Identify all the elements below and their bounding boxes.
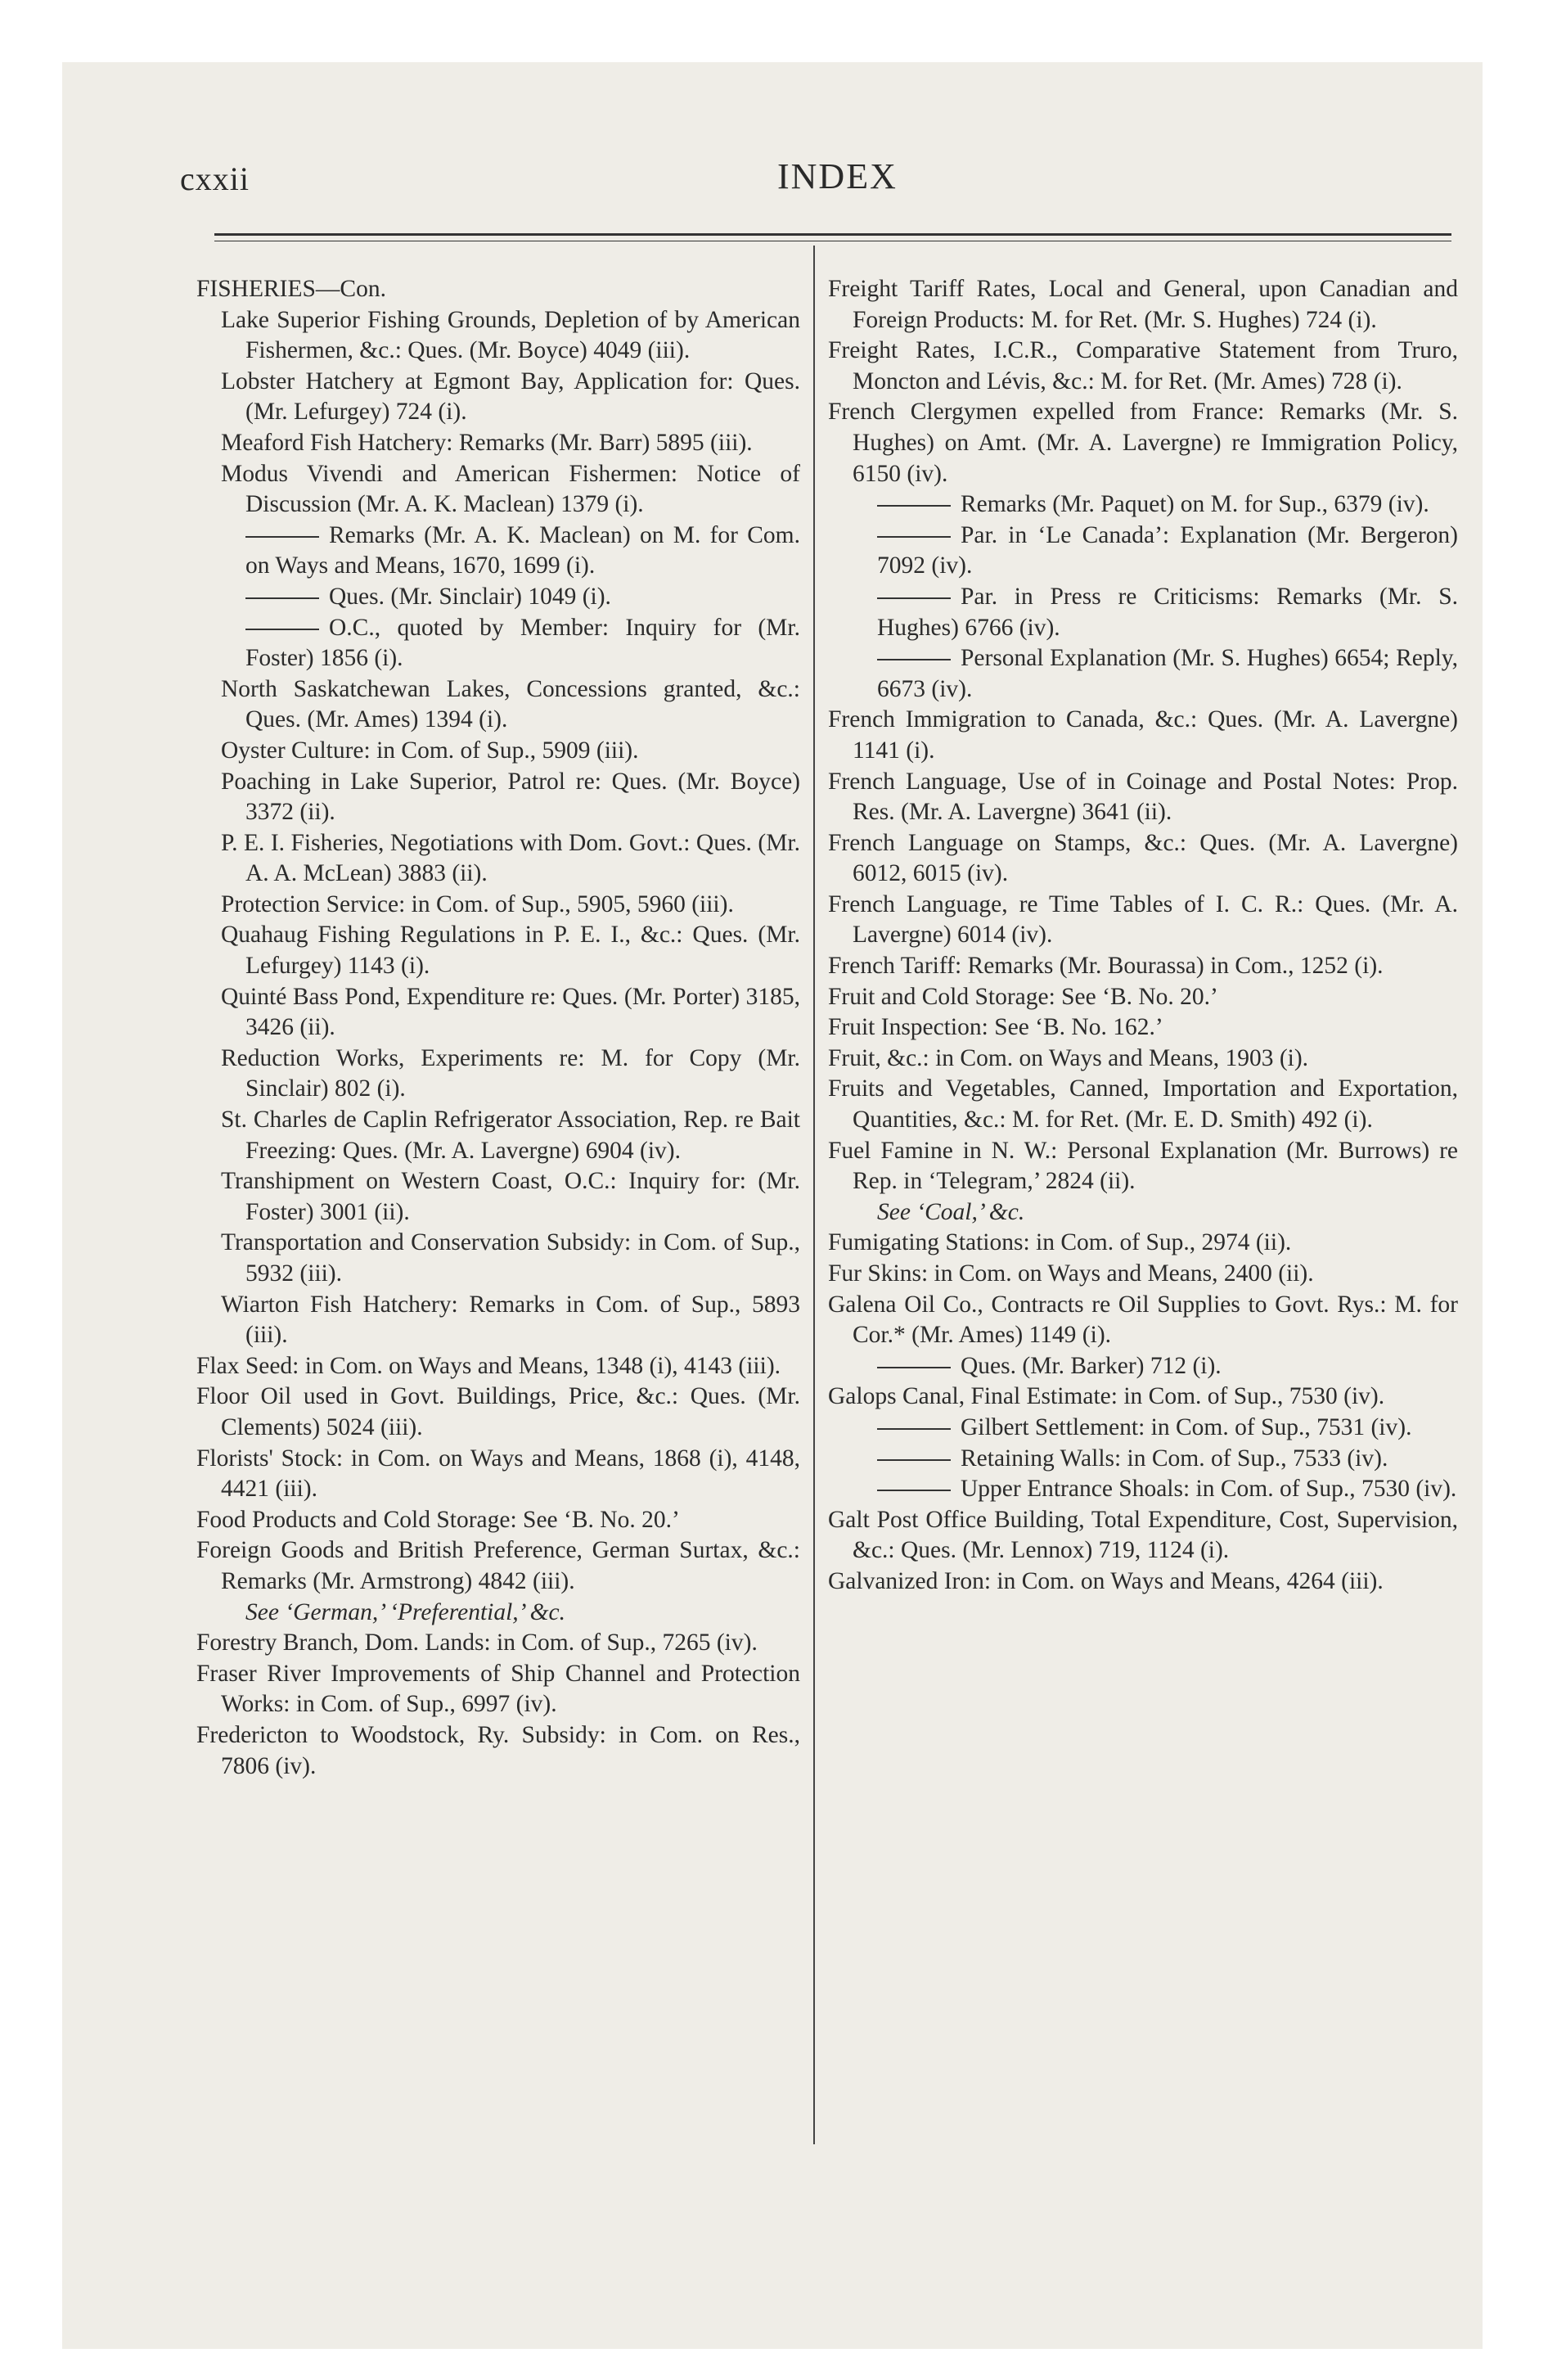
index-entry: [196, 367, 800, 428]
index-entry: [196, 982, 800, 1044]
page-number: cxxii: [180, 160, 250, 197]
entry-text: See ‘Coal,’ &c.: [877, 1198, 1025, 1225]
entry-text: Ques. (Mr. Barker) 712 (i).: [961, 1352, 1222, 1379]
entry-text: Galt Post Office Building, Total Expenditure, Cost, Supervision, &c.: Ques. (Mr. Lennox) 719, 1124 (i).: [828, 1506, 1458, 1564]
index-subentry: [196, 521, 800, 582]
entry-text: Freight Rates, I.C.R., Comparative Statement from Truro, Moncton and Lévis, &c.: M. for Ret. (Mr. Ames) 728 (i).: [828, 337, 1458, 394]
index-entry: [828, 890, 1458, 951]
index-subentry: [828, 521, 1458, 582]
ditto-dash: [245, 597, 319, 599]
index-subentry: [828, 1444, 1458, 1475]
entry-text: FISHERIES—Con.: [196, 276, 386, 302]
running-head: INDEX: [777, 156, 898, 196]
entry-text: Florists' Stock: in Com. on Ways and Means, 1868 (i), 4148, 4421 (iii).: [196, 1445, 800, 1503]
entry-text: Transhipment on Western Coast, O.C.: Inquiry for: (Mr. Foster) 3001 (ii).: [221, 1168, 800, 1225]
index-entry: [196, 1166, 800, 1228]
ditto-dash: [245, 536, 319, 538]
entry-text: Fruit, &c.: in Com. on Ways and Means, 1903 (i).: [828, 1044, 1309, 1071]
entry-text: Meaford Fish Hatchery: Remarks (Mr. Barr) 5895 (iii).: [221, 429, 753, 456]
index-entry: [828, 336, 1458, 397]
see-reference: [196, 1598, 800, 1629]
entry-text: Fruits and Vegetables, Canned, Importation and Exportation, Quantities, &c.: M. for Ret. (Mr. E. D. Smith) 492 (i).: [828, 1075, 1458, 1134]
entry-text: Fur Skins: in Com. on Ways and Means, 2400 (ii).: [828, 1260, 1314, 1287]
entry-text: Transportation and Conservation Subsidy: in Com. of Sup., 5932 (iii).: [221, 1229, 800, 1287]
right-column: [828, 274, 1458, 1598]
entry-text: Oyster Culture: in Com. of Sup., 5909 (iii).: [221, 737, 639, 764]
left-column: [196, 274, 800, 1782]
entry-text: Wiarton Fish Hatchery: Remarks in Com. of Sup., 5893 (iii).: [221, 1291, 800, 1349]
index-entry: [196, 1720, 800, 1782]
index-entry: [828, 767, 1458, 828]
index-entry: [828, 1259, 1458, 1290]
entry-text: Forestry Branch, Dom. Lands: in Com. of Sup., 7265 (iv).: [196, 1629, 758, 1657]
section-heading: [196, 274, 800, 305]
entry-text: Lobster Hatchery at Egmont Bay, Application for: Ques. (Mr. Lefurgey) 724 (i).: [221, 367, 800, 426]
index-entry: [196, 674, 800, 736]
entry-text: Fuel Famine in N. W.: Personal Explanation (Mr. Burrows) re Rep. in ‘Telegram,’ 2824 (ii).: [828, 1137, 1458, 1195]
index-entry: [196, 1628, 800, 1659]
entry-text: North Saskatchewan Lakes, Concessions granted, &c.: Ques. (Mr. Ames) 1394 (i).: [221, 675, 800, 733]
entry-text: Par. in ‘Le Canada’: Explanation (Mr. Bergeron) 7092 (iv).: [877, 521, 1458, 579]
index-subentry: [828, 643, 1458, 705]
entry-text: Freight Tariff Rates, Local and General, upon Canadian and Foreign Products: M. for Ret. (Mr. S. Hughes) 724 (i).: [828, 276, 1458, 333]
entry-text: Flax Seed: in Com. on Ways and Means, 1348 (i), 4143 (iii).: [196, 1352, 781, 1379]
entry-text: Food Products and Cold Storage: See ‘B. No. 20.’: [196, 1506, 680, 1533]
index-entry: [828, 1228, 1458, 1259]
see-reference: [828, 1197, 1458, 1228]
index-subentry: [828, 582, 1458, 643]
index-entry: [196, 767, 800, 828]
entry-text: Quahaug Fishing Regulations in P. E. I., &c.: Ques. (Mr. Lefurgey) 1143 (i).: [221, 922, 800, 980]
index-subentry: [196, 613, 800, 674]
entry-text: Remarks (Mr. Paquet) on M. for Sup., 6379 (iv).: [961, 491, 1429, 518]
entry-text: Par. in Press re Criticisms: Remarks (Mr. S. Hughes) 6766 (iv).: [877, 583, 1458, 641]
entry-text: See ‘German,’ ‘Preferential,’ &c.: [245, 1598, 566, 1625]
index-entry: [828, 982, 1458, 1013]
entry-text: Remarks (Mr. A. K. Maclean) on M. for Com. on Ways and Means, 1670, 1699 (i).: [245, 521, 800, 579]
index-entry: [828, 1505, 1458, 1566]
ditto-dash: [877, 659, 951, 660]
index-entry: [196, 890, 800, 921]
index-subentry: [828, 1351, 1458, 1382]
index-entry: [196, 1659, 800, 1720]
ditto-dash: [877, 1428, 951, 1430]
index-entry: [196, 920, 800, 981]
entry-text: Galena Oil Co., Contracts re Oil Supplies to Govt. Rys.: M. for Cor.* (Mr. Ames) 1149 (i).: [828, 1291, 1458, 1349]
entry-text: Upper Entrance Shoals: in Com. of Sup., 7530 (iv).: [961, 1476, 1457, 1503]
index-entry: [828, 1566, 1458, 1598]
index-subentry: [828, 489, 1458, 521]
index-entry: [196, 459, 800, 521]
entry-text: St. Charles de Caplin Refrigerator Association, Rep. re Bait Freezing: Ques. (Mr. A. Lavergne) 6904 (iv).: [221, 1107, 800, 1164]
index-subentry: [828, 1474, 1458, 1505]
index-entry: [196, 1351, 800, 1382]
index-entry: [828, 1290, 1458, 1351]
ditto-dash: [877, 1490, 951, 1491]
ditto-dash: [877, 536, 951, 538]
entry-text: Retaining Walls: in Com. of Sup., 7533 (iv).: [961, 1445, 1388, 1472]
index-entry: [196, 1382, 800, 1443]
entry-text: Fumigating Stations: in Com. of Sup., 2974 (ii).: [828, 1229, 1292, 1256]
entry-text: French Tariff: Remarks (Mr. Bourassa) in Com., 1252 (i).: [828, 953, 1384, 980]
entry-text: Floor Oil used in Govt. Buildings, Price, &c.: Ques. (Mr. Clements) 5024 (iii).: [196, 1383, 800, 1440]
entry-text: French Immigration to Canada, &c.: Ques. (Mr. A. Lavergne) 1141 (i).: [828, 706, 1458, 764]
index-subentry: [196, 582, 800, 613]
index-entry: [828, 274, 1458, 336]
entry-text: Foreign Goods and British Preference, German Surtax, &c.: Remarks (Mr. Armstrong) 4842 (iii).: [196, 1537, 800, 1594]
index-entry: [828, 705, 1458, 766]
index-entry: [828, 828, 1458, 890]
entry-text: Modus Vivendi and American Fishermen: Notice of Discussion (Mr. A. K. Maclean) 1379 (i).: [221, 460, 800, 518]
index-entry: [196, 736, 800, 767]
entry-text: Fredericton to Woodstock, Ry. Subsidy: in Com. on Res., 7806 (iv).: [196, 1721, 800, 1779]
index-entry: [196, 1044, 800, 1105]
entry-text: French Clergymen expelled from France: Remarks (Mr. S. Hughes) on Amt. (Mr. A. Lavergne) re Immigration Policy, 6150 (iv).: [828, 399, 1458, 487]
entry-text: Fruit Inspection: See ‘B. No. 162.’: [828, 1014, 1163, 1041]
index-subentry: [828, 1413, 1458, 1444]
index-entry: [196, 828, 800, 890]
entry-text: Reduction Works, Experiments re: M. for Copy (Mr. Sinclair) 802 (i).: [221, 1044, 800, 1102]
entry-text: Poaching in Lake Superior, Patrol re: Ques. (Mr. Boyce) 3372 (ii).: [221, 768, 800, 826]
entry-text: French Language, Use of in Coinage and Postal Notes: Prop. Res. (Mr. A. Lavergne) 3641 (ii).: [828, 768, 1458, 826]
entry-text: Gilbert Settlement: in Com. of Sup., 7531 (iv).: [961, 1413, 1412, 1440]
header-rule: [214, 233, 1451, 236]
entry-text: Fraser River Improvements of Ship Channel and Protection Works: in Com. of Sup., 6997 (iv).: [196, 1660, 800, 1718]
entry-text: Quinté Bass Pond, Expenditure re: Ques. (Mr. Porter) 3185, 3426 (ii).: [221, 983, 800, 1041]
entry-text: Galops Canal, Final Estimate: in Com. of Sup., 7530 (iv).: [828, 1383, 1385, 1410]
index-entry: [196, 1444, 800, 1505]
entry-text: Personal Explanation (Mr. S. Hughes) 6654; Reply, 6673 (iv).: [877, 645, 1458, 702]
entry-text: French Language on Stamps, &c.: Ques. (Mr. A. Lavergne) 6012, 6015 (iv).: [828, 829, 1458, 887]
entry-text: Protection Service: in Com. of Sup., 5905, 5960 (iii).: [221, 890, 734, 917]
entry-text: Fruit and Cold Storage: See ‘B. No. 20.’: [828, 983, 1218, 1010]
index-entry: [196, 1505, 800, 1536]
index-entry: [828, 1382, 1458, 1413]
ditto-dash: [877, 597, 951, 599]
entry-text: French Language, re Time Tables of I. C. R.: Ques. (Mr. A. Lavergne) 6014 (iv).: [828, 890, 1458, 949]
index-entry: [828, 1136, 1458, 1197]
index-entry: [828, 1044, 1458, 1075]
index-entry: [828, 397, 1458, 489]
ditto-dash: [877, 1459, 951, 1461]
ditto-dash: [877, 505, 951, 507]
column-divider: [813, 246, 815, 2144]
ditto-dash: [877, 1367, 951, 1368]
index-entry: [828, 1074, 1458, 1135]
index-entry: [196, 1290, 800, 1351]
index-entry: [196, 428, 800, 459]
ditto-dash: [245, 629, 319, 630]
index-entry: [828, 951, 1458, 982]
index-entry: [196, 305, 800, 367]
entry-text: Lake Superior Fishing Grounds, Depletion of by American Fishermen, &c.: Ques. (Mr. Boyce) 4049 (iii).: [221, 306, 800, 364]
entry-text: O.C., quoted by Member: Inquiry for (Mr. Foster) 1856 (i).: [245, 614, 800, 672]
entry-text: Galvanized Iron: in Com. on Ways and Means, 4264 (iii).: [828, 1567, 1384, 1594]
index-entry: [196, 1105, 800, 1166]
entry-text: P. E. I. Fisheries, Negotiations with Dom. Govt.: Ques. (Mr. A. A. McLean) 3883 (ii).: [221, 829, 800, 887]
entry-text: Ques. (Mr. Sinclair) 1049 (i).: [329, 583, 611, 610]
index-entry: [196, 1228, 800, 1289]
index-entry: [828, 1012, 1458, 1044]
index-entry: [196, 1535, 800, 1597]
